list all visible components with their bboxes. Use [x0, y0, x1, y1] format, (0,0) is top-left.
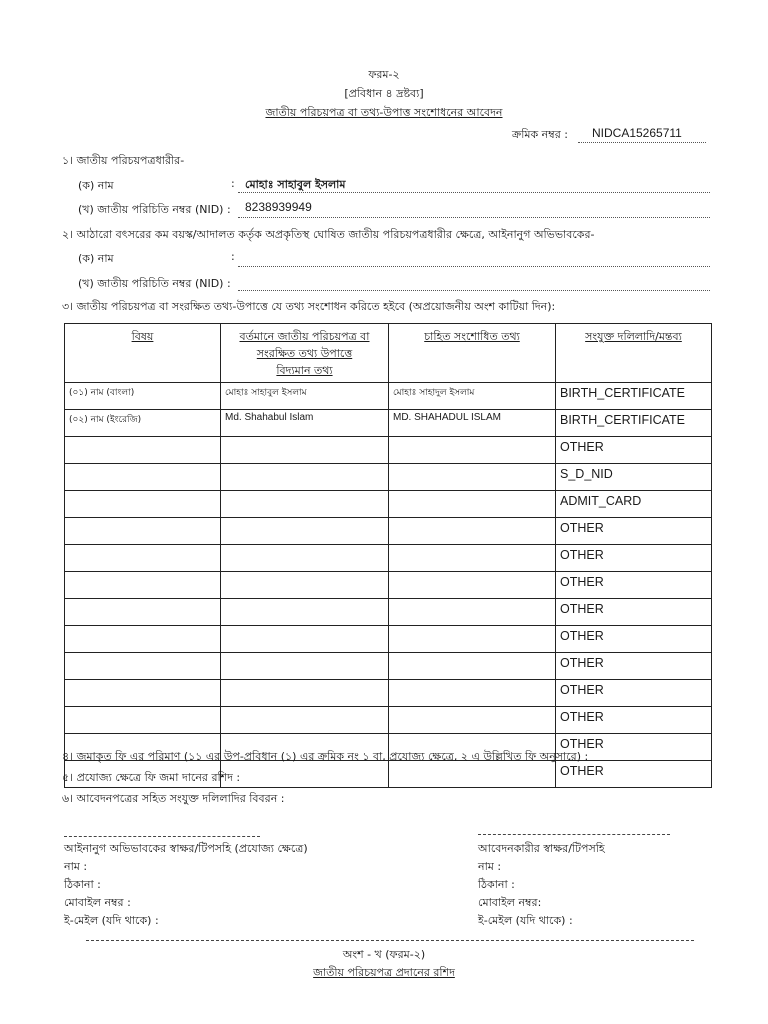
table-row — [65, 653, 712, 680]
row-subject — [65, 491, 221, 518]
guardian-mobile-field: মোবাইল নম্বর : — [64, 896, 131, 909]
row-document: OTHER — [556, 572, 712, 599]
row-subject — [65, 464, 221, 491]
rule-reference: [প্রবিধান ৪ দ্রষ্টব্য] — [344, 87, 424, 100]
serial-number-label: ক্রমিক নম্বর : — [512, 128, 568, 141]
row-current — [221, 680, 389, 707]
table-row — [65, 383, 712, 410]
holder-name-line — [238, 192, 710, 193]
header-documents: সংযুক্ত দলিলাদি/মন্তব্য — [556, 324, 712, 383]
row-document: OTHER — [556, 545, 712, 572]
holder-name-colon: : — [231, 177, 235, 190]
table-row — [65, 626, 712, 653]
guardian-name-label: (ক) নাম — [78, 252, 114, 265]
applicant-email-field: ই-মেইল (যদি থাকে) : — [478, 914, 573, 927]
table-row — [65, 464, 712, 491]
row-subject — [65, 572, 221, 599]
section-6-attachments: ৬। আবেদনপত্রের সহিত সংযুক্ত দলিলাদির বিবরন : — [62, 792, 285, 805]
guardian-address-field: ঠিকানা : — [64, 878, 101, 891]
section-1-heading: ১। জাতীয় পরিচয়পত্রধারীর- — [62, 154, 185, 167]
correction-table-header — [65, 324, 712, 383]
applicant-address-field: ঠিকানা : — [478, 878, 515, 891]
holder-name-value: মোহাঃ সাহাবুল ইসলাম — [245, 178, 346, 191]
row-requested — [389, 437, 556, 464]
guardian-name-line — [238, 266, 710, 267]
row-current: Md. Shahabul Islam — [221, 410, 389, 437]
row-document: OTHER — [556, 653, 712, 680]
row-document: ADMIT_CARD — [556, 491, 712, 518]
row-document: OTHER — [556, 680, 712, 707]
row-requested — [389, 680, 556, 707]
row-subject — [65, 680, 221, 707]
row-subject — [65, 653, 221, 680]
row-document: OTHER — [556, 734, 712, 761]
section-2-heading: ২। আঠারো বৎসরের কম বয়স্ক/আদালত কর্তৃক অপ্রকৃতিস্থ ঘোষিত জাতীয় পরিচয়পত্রধারীর ক্ষেত্রে, আইনানুগ অভিভাবকের- — [62, 228, 595, 241]
form-number: ফরম-২ — [368, 68, 400, 81]
guardian-signature-label: আইনানুগ অভিভাবকের স্বাক্ষর/টিপসহি (প্রযোজ্য ক্ষেত্রে) — [64, 842, 308, 855]
row-requested — [389, 518, 556, 545]
cut-line — [86, 940, 694, 941]
row-current — [221, 545, 389, 572]
serial-number-line — [578, 142, 706, 143]
table-row — [65, 491, 712, 518]
row-subject — [65, 599, 221, 626]
row-document: OTHER — [556, 626, 712, 653]
row-requested — [389, 653, 556, 680]
row-subject — [65, 626, 221, 653]
row-current — [221, 626, 389, 653]
section-4-fee-amount: ৪। জমাকৃত ফি এর পরিমাণ (১১ এর উপ-প্রবিধান (১) এর ক্রমিক নং ১ বা, প্রযোজ্য ক্ষেত্রে, ২ এ উল্লিখিত ফি অনুসারে) : — [62, 750, 589, 763]
row-requested — [389, 599, 556, 626]
section-5-fee-receipt: ৫। প্রযোজ্য ক্ষেত্রে ফি জমা দানের রশিদ : — [62, 771, 241, 784]
row-subject — [65, 545, 221, 572]
row-subject: (০১) নাম (বাংলা) — [65, 383, 221, 410]
table-row — [65, 572, 712, 599]
row-current: মোহাঃ সাহাবুল ইসলাম — [221, 383, 389, 410]
row-current — [221, 707, 389, 734]
row-requested: মোহাঃ সাহাদুল ইসলাম — [389, 383, 556, 410]
form-title: জাতীয় পরিচয়পত্র বা তথ্য-উপাত্ত সংশোধনের আবেদন — [265, 106, 503, 119]
row-requested — [389, 707, 556, 734]
row-document: BIRTH_CERTIFICATE — [556, 383, 712, 410]
table-row — [65, 545, 712, 572]
row-current — [221, 599, 389, 626]
header-requested-info: চাহিত সংশোধিত তথ্য — [389, 324, 556, 383]
guardian-name-colon: : — [231, 250, 235, 263]
holder-nid-value: 8238939949 — [245, 200, 312, 214]
guardian-nid-line — [238, 290, 710, 291]
guardian-email-field: ই-মেইল (যদি থাকে) : — [64, 914, 159, 927]
row-document: OTHER — [556, 437, 712, 464]
row-requested — [389, 572, 556, 599]
correction-table — [64, 323, 712, 788]
applicant-name-field: নাম : — [478, 860, 502, 873]
guardian-name-field: নাম : — [64, 860, 88, 873]
row-subject — [65, 707, 221, 734]
header-current-info: বর্তমানে জাতীয় পরিচয়পত্র বা সংরক্ষিত তথ্য উপাত্তে বিদ্যমান তথ্য — [221, 324, 389, 383]
row-requested — [389, 491, 556, 518]
row-requested — [389, 464, 556, 491]
row-current — [221, 437, 389, 464]
receipt-title: জাতীয় পরিচয়পত্র প্রদানের রশিদ — [313, 966, 455, 979]
row-current — [221, 464, 389, 491]
row-document: OTHER — [556, 518, 712, 545]
header-subject: বিষয় — [65, 324, 221, 383]
applicant-signature-label: আবেদনকারীর স্বাক্ষর/টিপসহি — [478, 842, 605, 855]
row-subject: (০২) নাম (ইংরেজি) — [65, 410, 221, 437]
holder-name-label: (ক) নাম — [78, 179, 114, 192]
applicant-signature-line — [478, 834, 670, 835]
row-subject — [65, 518, 221, 545]
guardian-signature-line — [64, 836, 260, 837]
row-document: OTHER — [556, 599, 712, 626]
holder-nid-line — [238, 217, 710, 218]
row-document: OTHER — [556, 707, 712, 734]
row-requested: MD. SHAHADUL ISLAM — [389, 410, 556, 437]
row-current — [221, 653, 389, 680]
row-current — [221, 491, 389, 518]
receipt-part-label: অংশ - খ (ফরম-২) — [342, 948, 426, 961]
row-subject — [65, 437, 221, 464]
table-row — [65, 707, 712, 734]
holder-nid-label: (খ) জাতীয় পরিচিতি নম্বর (NID) : — [78, 203, 231, 216]
row-current — [221, 572, 389, 599]
row-current — [221, 518, 389, 545]
section-3-heading: ৩। জাতীয় পরিচয়পত্র বা সংরক্ষিত তথ্য-উপাত্তে যে তথ্য সংশোধন করিতে হইবে (অপ্রয়োজনীয় অংশ কাটিয়া দিন): — [62, 300, 556, 313]
table-row — [65, 410, 712, 437]
guardian-nid-label: (খ) জাতীয় পরিচিতি নম্বর (NID) : — [78, 277, 231, 290]
row-document: OTHER — [556, 761, 712, 788]
row-requested — [389, 626, 556, 653]
table-row — [65, 599, 712, 626]
serial-number-value: NIDCA15265711 — [592, 126, 682, 140]
row-requested — [389, 545, 556, 572]
table-row — [65, 680, 712, 707]
row-document: S_D_NID — [556, 464, 712, 491]
applicant-mobile-field: মোবাইল নম্বর: — [478, 896, 542, 909]
row-document: BIRTH_CERTIFICATE — [556, 410, 712, 437]
table-row — [65, 518, 712, 545]
table-row — [65, 437, 712, 464]
